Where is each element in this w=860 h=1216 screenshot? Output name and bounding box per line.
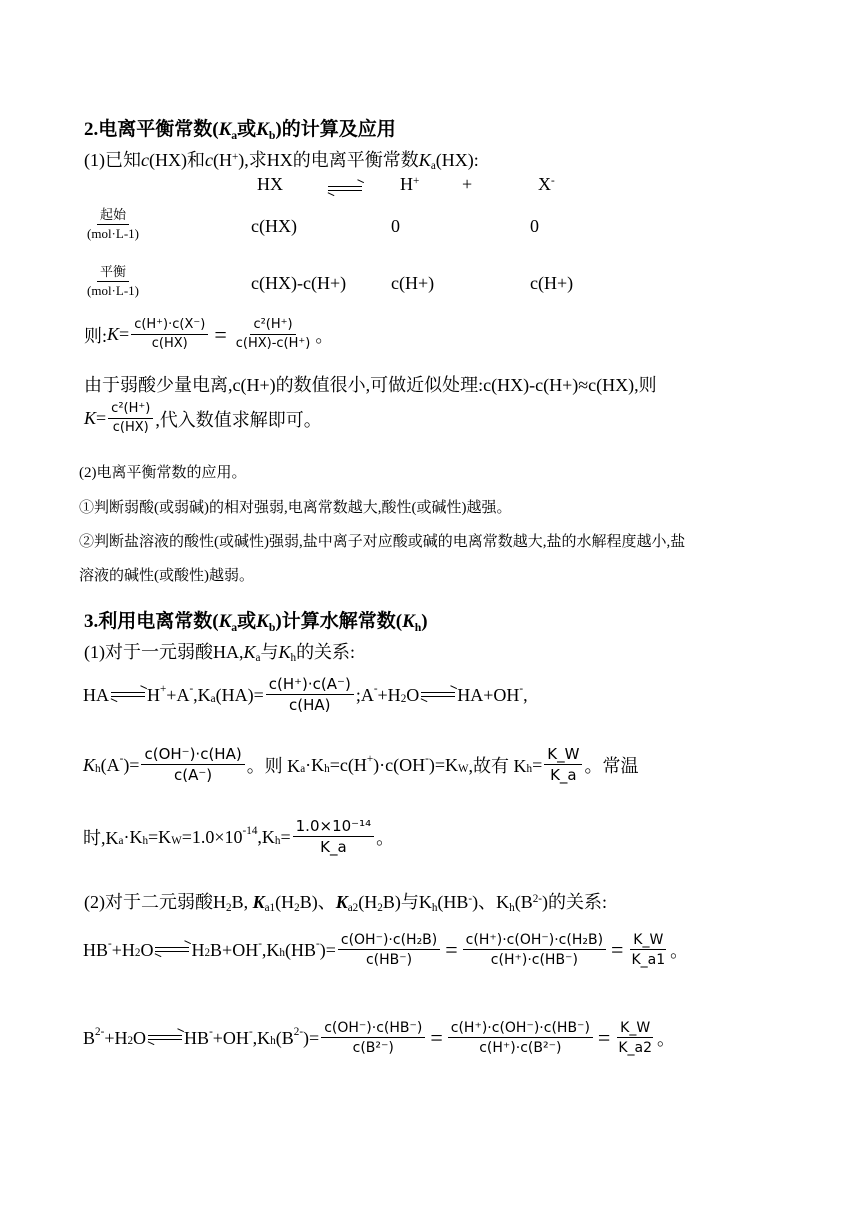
equals: = xyxy=(597,1025,611,1051)
row1-c2: 0 xyxy=(391,216,400,236)
text: )=K xyxy=(428,754,459,775)
text: O xyxy=(140,939,154,960)
k-expression xyxy=(84,318,333,352)
text: 。 xyxy=(670,941,689,962)
fraction-den: K_a2 xyxy=(618,1040,652,1057)
title-symbol: K xyxy=(256,119,269,140)
text: = xyxy=(532,754,543,775)
eq-x-ion xyxy=(538,174,555,195)
row2-c2: c(H+) xyxy=(391,273,435,293)
text: (H xyxy=(358,892,378,912)
eq-plus: + xyxy=(462,174,473,194)
superscript: - xyxy=(468,892,473,905)
equals: = xyxy=(445,937,458,963)
row-label-equilibrium xyxy=(82,265,144,299)
fraction-num: c(H⁺)·c(OH⁻)·c(HB⁻) xyxy=(448,1020,593,1038)
text: (HX): xyxy=(435,150,479,170)
equilibrium-arrow-icon xyxy=(155,945,189,955)
kh-a-line: K $_h$ (A - )= $\frac{c(OH^-)\cdot c(HA)}{c(A^-)}$ 。则 K $_a$ ·K $_h$ =c(H + )·c(OH - )=K $_W$ ,故有 K $_h$ = $\frac{K\_W}{K\_a}$ 。常温 xyxy=(83,745,639,785)
text: , xyxy=(523,684,528,705)
text: )的关系: xyxy=(542,892,608,912)
fraction-den: c(H⁺)·c(HB⁻) xyxy=(490,952,578,969)
section-2-title xyxy=(84,114,396,141)
text: (HB xyxy=(437,892,469,912)
text: ,故有 K xyxy=(468,756,527,777)
superscript: + xyxy=(413,174,420,187)
text: +OH xyxy=(212,1027,249,1048)
text: ·K xyxy=(123,826,143,847)
subscript: a2 xyxy=(347,902,359,915)
fraction-num: c²(H⁺) xyxy=(108,402,153,419)
text: H xyxy=(147,684,160,705)
text: (1)已知 xyxy=(84,150,141,170)
text: +H xyxy=(104,1027,128,1048)
text: (1)对于一元弱酸HA, xyxy=(84,642,244,662)
equilibrium-arrow-icon xyxy=(421,690,455,700)
symbol: K xyxy=(252,892,265,912)
text: ),求HX的电离平衡常数 xyxy=(238,150,419,170)
title-subscript: a xyxy=(231,620,238,634)
text: = xyxy=(280,826,291,847)
title-symbol: K xyxy=(218,119,232,140)
symbol: c xyxy=(141,150,149,170)
text: (H xyxy=(213,150,232,170)
fraction-num: c(OH⁻)·c(HB⁻) xyxy=(321,1020,425,1038)
title-symbol: K xyxy=(256,611,269,632)
title-symbol: K xyxy=(218,611,232,632)
text: =K xyxy=(148,826,172,847)
paragraph-2-2-2a: ②判断盐溶液的酸性(或碱性)强弱,盐中离子对应酸或碱的电离常数越大,盐的水解程度越小,盐 xyxy=(79,534,686,550)
text: B)与K xyxy=(382,892,432,912)
b2-equation-line: B $^{2-}$ +H $_2$ O HB - +OH - ,K $_h$ (B $^{2-}$ )= $\frac{c(OH^-)\cdot c(HB^-)}{\text{c(B²⁻)}}$ = $\frac{c(H^+)\cdot c(OH^-)\cdot c(HB^-)}{\text{c(H⁺)·c(B²⁻)}}$ = $\frac{K\_W}{K\_a2}$ 。 xyxy=(83,1020,675,1057)
title-text: 或 xyxy=(237,611,257,632)
title-subscript: b xyxy=(268,620,276,634)
fraction-num: K_W xyxy=(544,746,582,765)
eq-hx: HX xyxy=(257,174,283,194)
text: B xyxy=(83,1027,96,1048)
equals: = xyxy=(430,1025,443,1051)
text: +H xyxy=(377,684,401,705)
paragraph-2-2-2b: 溶液的碱性(或酸性)越弱。 xyxy=(79,568,254,584)
text: HB xyxy=(184,1027,210,1048)
text: )= xyxy=(303,1027,320,1048)
subscript: h xyxy=(290,652,297,665)
text: HA xyxy=(83,684,109,705)
text: 。常温 xyxy=(584,756,639,777)
text: 。 xyxy=(376,828,395,849)
text: 。 xyxy=(315,325,334,346)
subscript: a1 xyxy=(264,902,276,915)
fraction-num: c(OH⁻)·c(H₂B) xyxy=(338,932,440,950)
section-3-title xyxy=(84,606,428,633)
fraction-den: K_a1 xyxy=(631,952,666,969)
title-text: .电离平衡常数( xyxy=(93,119,219,140)
title-number: 3 xyxy=(84,611,94,632)
title-subscript: a xyxy=(231,128,238,142)
title-text: )的计算及应用 xyxy=(275,119,396,140)
text: (B xyxy=(514,892,533,912)
symbol: K xyxy=(243,642,256,662)
title-text: 或 xyxy=(237,119,257,140)
subscript: 2 xyxy=(377,902,383,915)
fraction-num: K_W xyxy=(617,1020,653,1038)
paragraph-2-2-1: ①判断弱酸(或弱碱)的相对强弱,电离常数越大,酸性(或碱性)越强。 xyxy=(79,500,512,516)
text: 时,K xyxy=(83,828,119,849)
text: 。 xyxy=(657,1029,675,1050)
title-subscript: b xyxy=(268,128,276,142)
fraction-den: c(HX) xyxy=(151,335,188,351)
fraction-den: c(HB⁻) xyxy=(365,952,413,969)
hb-equation-line: HB - +H $_2$ O H $_2$ B+OH - ,K $_h$ (HB - )= $\frac{\text{c(OH⁻)·c(H₂B)}}{c(HB^-)}$ = $\frac{\text{c(H⁺)·c(OH⁻)·c(H₂B)}}{c(H^+)\cdot c(HB^-)}$ = $\frac{K\_W}{K\_a1}$ 。 xyxy=(83,932,689,969)
text: ;A xyxy=(355,684,374,705)
symbol: K xyxy=(107,324,120,345)
fraction-num: c(H⁺)·c(A⁻) xyxy=(266,676,354,695)
text: (HB xyxy=(285,939,316,960)
text: B, xyxy=(231,892,253,912)
symbol: K xyxy=(335,892,348,912)
text: H xyxy=(191,939,205,960)
ha-equation-line: HA H + +A - ,K $_a$ (HA)= $\frac{c(H^+)\cdot c(A^-)}{c(HA)}$ ;A - +H $_2$ O HA+OH - , xyxy=(83,675,528,715)
paragraph-2-2: (2)电离平衡常数的应用。 xyxy=(79,465,247,481)
eq-h-ion xyxy=(400,174,419,195)
text: )、K xyxy=(472,892,510,912)
text: )·c(OH xyxy=(373,754,426,775)
text: (2)对于二元弱酸H xyxy=(84,892,226,912)
text: (B xyxy=(275,1027,294,1048)
title-text: .利用电离常数( xyxy=(93,611,219,632)
paragraph-3-1 xyxy=(84,638,355,664)
fraction-num: 1.0×10⁻¹⁴ xyxy=(293,818,374,837)
text: =c(H xyxy=(329,754,367,775)
text: )= xyxy=(319,939,336,960)
equals: = xyxy=(611,937,624,963)
row2-c3: c(H+) xyxy=(530,273,574,293)
equilibrium-arrow-icon xyxy=(148,1033,182,1043)
symbol: K xyxy=(278,642,291,662)
symbol: K xyxy=(418,150,431,170)
equals: = xyxy=(214,321,227,347)
label-den: (mol·L-1) xyxy=(87,225,139,241)
text: ,K xyxy=(257,826,275,847)
text: O xyxy=(133,1027,147,1048)
fraction-den: c(HX) xyxy=(112,419,149,435)
approx-text: 由于弱酸少量电离,c(H+)的数值很小,可做近似处理:c(HX)-c(H+)≈c(HX),则 xyxy=(84,375,657,395)
symbol: K xyxy=(83,754,96,775)
text: O xyxy=(406,684,420,705)
symbol: c xyxy=(205,150,213,170)
equilibrium-arrow-icon xyxy=(326,180,364,198)
text: B+OH xyxy=(210,939,259,960)
paragraph-3-2 xyxy=(84,888,607,914)
equilibrium-arrow-icon xyxy=(111,690,145,700)
text: B)、 xyxy=(299,892,336,912)
subscript: 2 xyxy=(294,902,300,915)
fraction-den: c(A⁻) xyxy=(174,766,213,785)
text: 的关系: xyxy=(296,642,356,662)
fraction-den: c(HX)-c(H⁺) xyxy=(235,335,311,351)
fraction-den: c(B²⁻) xyxy=(352,1040,394,1057)
superscript: - xyxy=(551,174,555,187)
subscript: a xyxy=(255,652,261,665)
fraction-num: c(H⁺)·c(X⁻) xyxy=(131,318,208,335)
text: =1.0×10 xyxy=(181,826,243,847)
symbol: K xyxy=(84,408,97,429)
text: (H xyxy=(275,892,295,912)
text: ,K xyxy=(252,1027,271,1048)
text: ,K xyxy=(193,684,211,705)
subscript: a xyxy=(430,160,436,173)
fraction-den: c(HA) xyxy=(289,696,331,715)
label-den: (mol·L-1) xyxy=(87,282,139,298)
text: ,K xyxy=(261,939,280,960)
text: = xyxy=(96,408,107,429)
fraction-den: K_a xyxy=(320,838,347,857)
text: (A xyxy=(100,754,120,775)
fraction-num: K_W xyxy=(630,932,666,950)
title-symbol: K xyxy=(402,611,415,632)
text: 。则 K xyxy=(246,756,301,777)
title-number: 2 xyxy=(84,119,94,140)
text: ,代入数值求解即可。 xyxy=(155,409,322,430)
title-text: )计算水解常数( xyxy=(275,611,403,632)
fraction-den: c(H⁺)·c(B²⁻) xyxy=(479,1040,562,1057)
text: H xyxy=(400,174,413,194)
label-num: 平衡 xyxy=(97,265,129,282)
text: = xyxy=(119,324,130,345)
text: HB xyxy=(83,939,109,960)
text: 则: xyxy=(84,325,108,346)
label-num: 起始 xyxy=(97,208,129,225)
title-text: ) xyxy=(421,611,428,632)
text: 与 xyxy=(260,642,279,662)
fraction-num: c(OH⁻)·c(HA) xyxy=(141,746,244,765)
text: X xyxy=(538,174,551,194)
fraction-num: c(H⁺)·c(OH⁻)·c(H₂B) xyxy=(463,932,606,950)
row-label-initial xyxy=(82,208,144,242)
superscript: 2- xyxy=(532,892,543,905)
text: (HA)= xyxy=(215,684,264,705)
text: ·K xyxy=(305,754,325,775)
row2-c1: c(HX)-c(H+) xyxy=(251,273,347,293)
fraction-den: K_a xyxy=(550,766,577,785)
title-subscript: h xyxy=(414,620,422,634)
text: +A xyxy=(166,684,190,705)
subscript: h xyxy=(509,902,515,915)
text: HA+OH xyxy=(457,684,520,705)
row1-c3: 0 xyxy=(530,216,539,236)
subscript: 2 xyxy=(226,902,232,915)
subscript: h xyxy=(431,902,438,915)
superscript: + xyxy=(232,150,239,163)
text: (HX)和 xyxy=(149,150,205,170)
fraction-num: c²(H⁺) xyxy=(250,318,295,335)
kw-line: 时,K $_a$ ·K $_h$ =K $_W$ =1.0×10 $^{-14}$ ,K $_h$ = $\frac{\text{1.0×10⁻¹⁴}}{K\_a}$ 。 xyxy=(83,817,395,857)
text: +H xyxy=(111,939,135,960)
text: )= xyxy=(123,754,140,775)
row1-c1: c(HX) xyxy=(251,216,297,236)
paragraph-2-1 xyxy=(84,146,479,172)
approx-k xyxy=(84,402,322,436)
